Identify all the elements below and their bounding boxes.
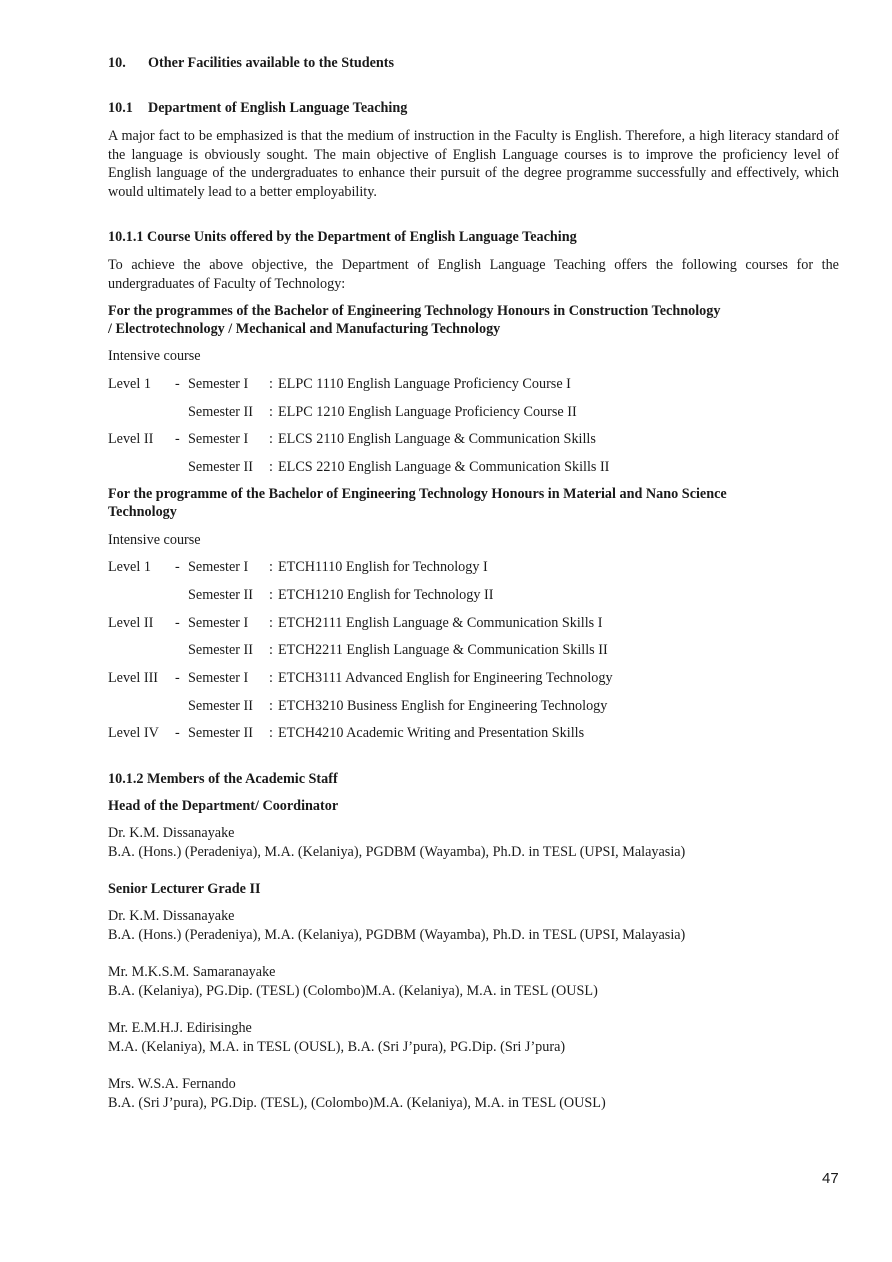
- course-name: ELPC 1210 English Language Proficiency Course II: [278, 404, 577, 420]
- course-colon: :: [269, 404, 273, 420]
- subsection-title: Department of English Language Teaching: [148, 100, 408, 116]
- course-dash: -: [175, 559, 180, 575]
- course-name: ETCH4210 Academic Writing and Presentation Skills: [278, 725, 585, 741]
- staff-entry: [108, 1019, 565, 1057]
- staff-heading: 10.1.2 Members of the Academic Staff: [108, 771, 338, 787]
- staff-entry-head: [108, 824, 685, 862]
- course-semester: Semester I: [188, 670, 249, 686]
- course-colon: :: [269, 615, 273, 631]
- staff-qualifications: B.A. (Sri J’pura), PG.Dip. (TESL), (Colombo)M.A. (Kelaniya), M.A. in TESL (OUSL): [108, 1095, 606, 1111]
- course-name: ETCH2211 English Language & Communication Skills II: [278, 642, 608, 658]
- course-units-heading: 10.1.1 Course Units offered by the Department of English Language Teaching: [108, 229, 577, 245]
- course-semester: Semester II: [188, 725, 254, 741]
- staff-qualifications: B.A. (Hons.) (Peradeniya), M.A. (Kelaniya), PGDBM (Wayamba), Ph.D. in TESL (UPSI, Malayasia): [108, 927, 686, 943]
- staff-name: Mrs. W.S.A. Fernando: [108, 1076, 236, 1092]
- course-colon: :: [269, 376, 273, 392]
- course-name: ETCH3210 Business English for Engineering Technology: [278, 698, 608, 714]
- section-heading: [108, 54, 395, 72]
- staff-entry: [108, 1075, 606, 1113]
- course-name: ELCS 2110 English Language & Communication Skills: [278, 431, 596, 447]
- course-level: Level IV: [108, 725, 159, 741]
- course-level: Level 1: [108, 559, 151, 575]
- programme-2-intensive-label: Intensive course: [108, 532, 201, 548]
- course-level: Level II: [108, 615, 154, 631]
- course-colon: :: [269, 559, 273, 575]
- subsection-heading: [108, 99, 408, 117]
- course-colon: :: [269, 725, 273, 741]
- programme-2-title-line1: For the programme of the Bachelor of Engineering Technology Honours in Material and Nano Science: [108, 486, 727, 502]
- course-colon: :: [269, 642, 273, 658]
- course-dash: -: [175, 725, 180, 741]
- programme-1-title-line2: / Electrotechnology / Mechanical and Manufacturing Technology: [108, 321, 501, 337]
- senior-lecturer-label: Senior Lecturer Grade II: [108, 881, 261, 897]
- course-name: ELPC 1110 English Language Proficiency Course I: [278, 376, 571, 392]
- staff-name: Dr. K.M. Dissanayake: [108, 908, 235, 924]
- course-colon: :: [269, 587, 273, 603]
- course-semester: Semester I: [188, 559, 249, 575]
- staff-entry: [108, 963, 598, 1001]
- staff-qualifications: M.A. (Kelaniya), M.A. in TESL (OUSL), B.A. (Sri J’pura), PG.Dip. (Sri J’pura): [108, 1039, 566, 1055]
- course-name: ELCS 2210 English Language & Communication Skills II: [278, 459, 610, 475]
- programme-1-intensive-label: Intensive course: [108, 348, 201, 364]
- staff-qualifications: B.A. (Kelaniya), PG.Dip. (TESL) (Colombo)M.A. (Kelaniya), M.A. in TESL (OUSL): [108, 983, 598, 999]
- course-units-intro: To achieve the above objective, the Department of English Language Teaching offers the following courses for the undergraduates of Faculty of Technology:: [108, 257, 839, 292]
- intro-paragraph: A major fact to be emphasized is that the medium of instruction in the Faculty is English. Therefore, a high literacy standard of the language is obviously sought. The main objective of English Language courses is to improve the proficiency level of English language of the undergraduates to enhance their pursuit of the degree programme successfully and effectively, which would ultimately lead to a better employability.: [108, 128, 839, 200]
- course-name: ETCH2111 English Language & Communication Skills I: [278, 615, 603, 631]
- staff-name: Mr. M.K.S.M. Samaranayake: [108, 964, 276, 980]
- programme-1-title-line1: For the programmes of the Bachelor of Engineering Technology Honours in Construction Technology: [108, 303, 721, 319]
- course-level: Level III: [108, 670, 159, 686]
- course-dash: -: [175, 670, 180, 686]
- course-semester: Semester I: [188, 376, 249, 392]
- course-level: Level II: [108, 431, 154, 447]
- section-title: Other Facilities available to the Students: [148, 55, 395, 71]
- course-name: ETCH3111 Advanced English for Engineering Technology: [278, 670, 613, 686]
- course-colon: :: [269, 459, 273, 475]
- staff-name: Mr. E.M.H.J. Edirisinghe: [108, 1020, 252, 1036]
- course-colon: :: [269, 670, 273, 686]
- programme-2-title-line2: Technology: [108, 504, 177, 520]
- course-dash: -: [175, 615, 180, 631]
- course-semester: Semester II: [188, 698, 254, 714]
- course-semester: Semester I: [188, 615, 249, 631]
- course-semester: Semester II: [188, 642, 254, 658]
- course-level: Level 1: [108, 376, 151, 392]
- staff-qualifications: B.A. (Hons.) (Peradeniya), M.A. (Kelaniya), PGDBM (Wayamba), Ph.D. in TESL (UPSI, Malayasia): [108, 844, 686, 860]
- staff-name: Dr. K.M. Dissanayake: [108, 825, 235, 841]
- section-number: 10.: [108, 55, 126, 71]
- course-dash: -: [175, 431, 180, 447]
- course-semester: Semester II: [188, 404, 254, 420]
- course-name: ETCH1110 English for Technology I: [278, 559, 488, 575]
- course-semester: Semester II: [188, 587, 254, 603]
- course-colon: :: [269, 698, 273, 714]
- course-semester: Semester II: [188, 459, 254, 475]
- course-dash: -: [175, 376, 180, 392]
- subsection-number: 10.1: [108, 100, 133, 116]
- course-semester: Semester I: [188, 431, 249, 447]
- head-of-department-label: Head of the Department/ Coordinator: [108, 798, 339, 814]
- page-number: 47: [822, 1170, 839, 1187]
- course-name: ETCH1210 English for Technology II: [278, 587, 494, 603]
- course-colon: :: [269, 431, 273, 447]
- staff-entry: [108, 907, 685, 945]
